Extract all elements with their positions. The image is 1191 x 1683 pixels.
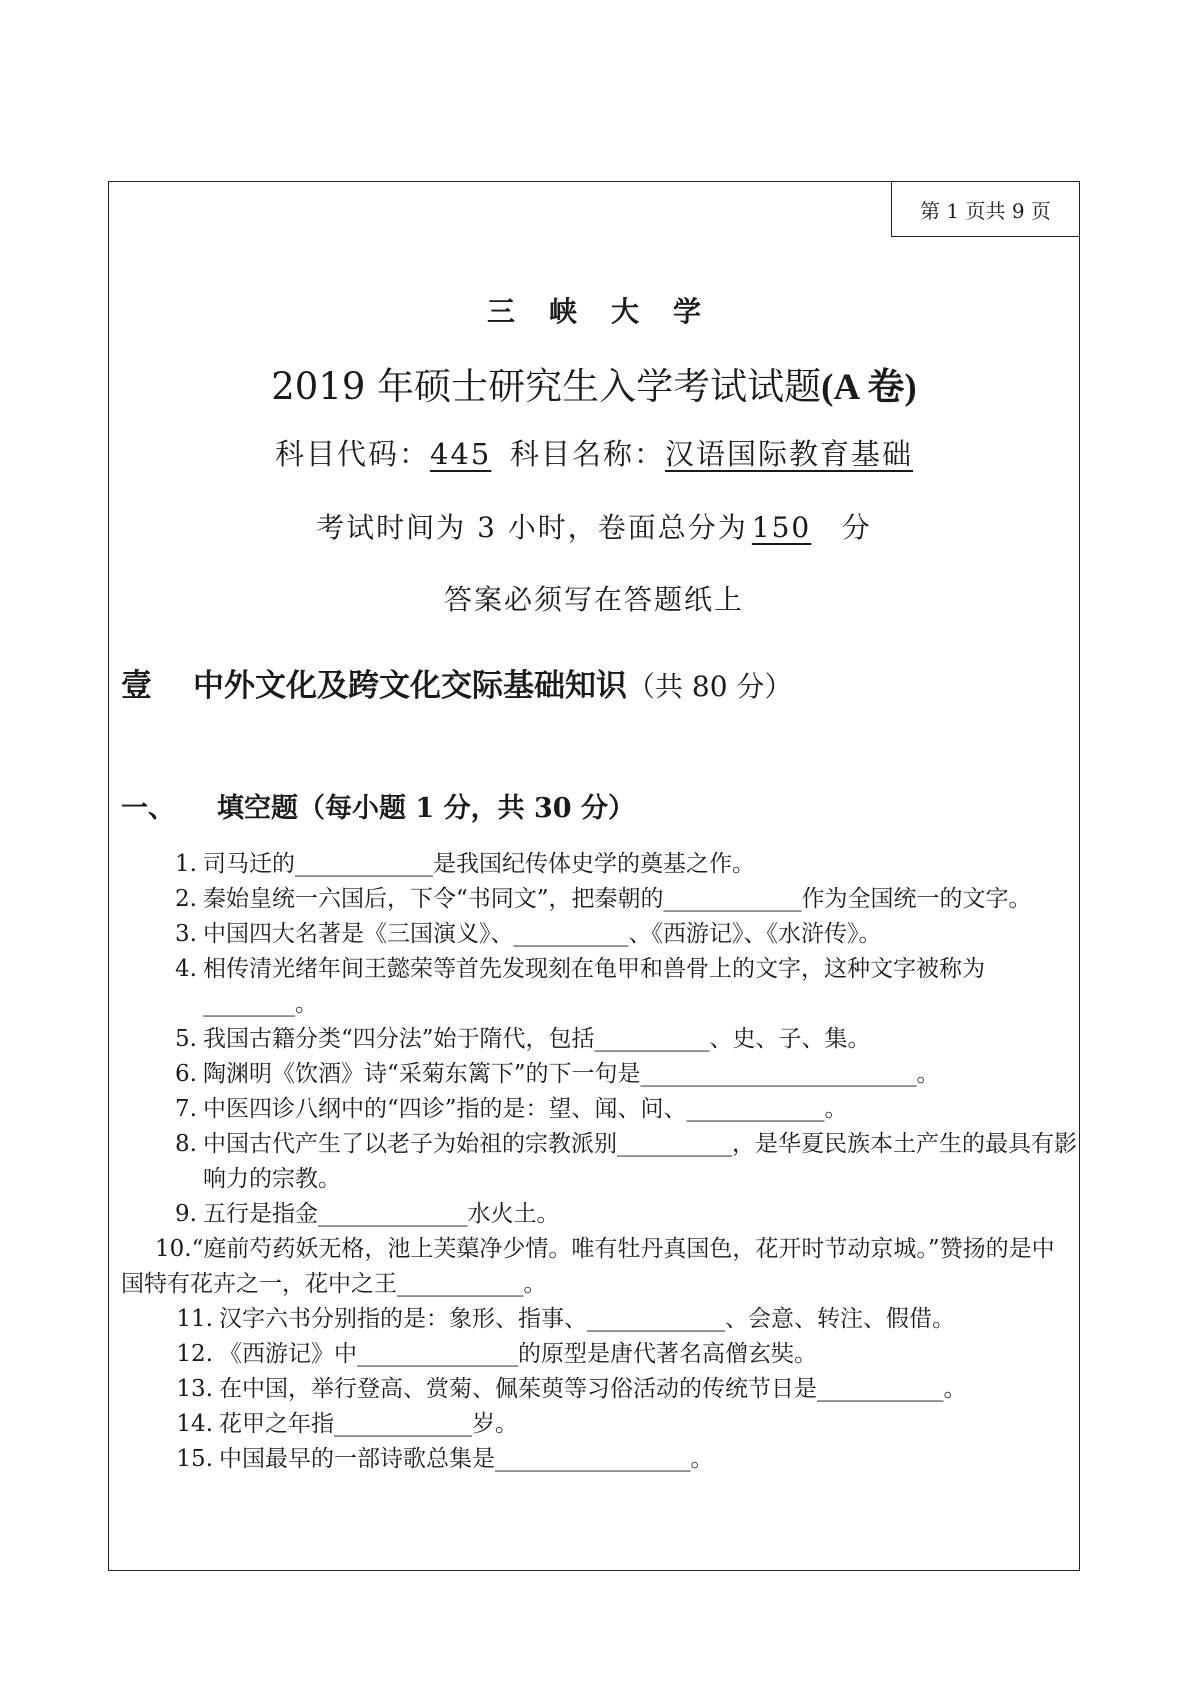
question-text: 相传清光绪年间王懿荣等首先发现刻在龟甲和兽骨上的文字，这种文字被称为________。 <box>203 956 985 1017</box>
question-number: 5. <box>175 1026 197 1052</box>
answer-note: 答案必须写在答题纸上 <box>443 583 744 616</box>
question-item <box>121 1057 1077 1092</box>
exam-frame <box>108 181 1080 1571</box>
page-indicator: 第 1 页共 9 页 <box>891 182 1079 237</box>
question-item <box>121 1232 1077 1302</box>
question-text: 中国古代产生了以老子为始祖的宗教派别__________，是华夏民族本土产生的最具有影响力的宗教。 <box>203 1131 1077 1192</box>
university-name: 三峡大学 <box>486 295 735 328</box>
question-text: 秦始皇统一六国后，下令“书同文”，把秦朝的____________作为全国统一的文字。 <box>203 886 1032 912</box>
section-number: 壹 <box>121 668 152 704</box>
question-number: 2. <box>175 886 197 912</box>
part-heading <box>121 786 635 825</box>
question-text: 陶渊明《饮酒》诗“采菊东篱下”的下一句是________________________。 <box>203 1061 940 1087</box>
question-item <box>121 1197 1077 1232</box>
section-score: （共 80 分） <box>627 670 793 703</box>
question-item <box>121 882 1077 917</box>
question-number: 14. <box>176 1411 213 1437</box>
question-number: 6. <box>175 1061 197 1087</box>
exam-time-line <box>109 506 1079 546</box>
question-text: 司马迁的____________是我国纪传体史学的奠基之作。 <box>203 851 755 877</box>
subject-name-label: 科目名称： <box>509 437 665 471</box>
subject-code: 445 <box>429 437 492 471</box>
question-number: 11. <box>176 1306 213 1332</box>
section-title: 中外文化及跨文化交际基础知识 <box>193 668 627 704</box>
question-text: “庭前芍药妖无格，池上芙蕖净少情。唯有牡丹真国色，花开时节动京城。”赞扬的是中国特有花卉之一，花中之王___________。 <box>121 1236 1055 1297</box>
question-number: 9. <box>175 1201 197 1227</box>
question-number: 12. <box>176 1341 213 1367</box>
question-text: 花甲之年指____________岁。 <box>219 1411 518 1437</box>
question-text: 在中国，举行登高、赏菊、佩茱萸等习俗活动的传统节日是___________。 <box>219 1376 967 1402</box>
question-text: 中医四诊八纲中的“四诊”指的是：望、闻、问、____________。 <box>203 1096 848 1122</box>
question-item <box>121 1372 1077 1407</box>
question-item <box>121 847 1077 882</box>
question-number: 13. <box>176 1376 213 1402</box>
question-list <box>121 847 1077 1477</box>
question-item <box>121 1407 1077 1442</box>
part-number: 一、 <box>121 793 175 824</box>
subject-code-label: 科目代码： <box>274 437 430 471</box>
question-number: 10. <box>155 1236 192 1262</box>
question-text: 五行是指金_____________水火土。 <box>203 1201 560 1227</box>
question-number: 4. <box>175 956 197 982</box>
exam-variant: (A 卷) <box>821 367 917 408</box>
question-text: 中国四大名著是《三国演义》、__________、《西游记》、《水浒传》。 <box>203 921 882 947</box>
question-item <box>121 917 1077 952</box>
question-item <box>121 1442 1077 1477</box>
section-heading <box>121 660 792 705</box>
question-text: 中国最早的一部诗歌总集是_________________。 <box>219 1446 714 1472</box>
time-suffix: 分 <box>841 511 872 544</box>
question-item <box>121 1022 1077 1057</box>
question-number: 7. <box>175 1096 197 1122</box>
question-item <box>121 952 1077 1022</box>
time-prefix: 考试时间为 3 小时，卷面总分为 <box>316 511 748 544</box>
subject-name: 汉语国际教育基础 <box>665 437 914 471</box>
question-item <box>121 1092 1077 1127</box>
question-text: 我国古籍分类“四分法”始于隋代，包括__________、史、子、集。 <box>203 1026 871 1052</box>
question-item <box>121 1337 1077 1372</box>
subject-line <box>109 432 1079 473</box>
question-text: 汉字六书分别指的是：象形、指事、____________、会意、转注、假借。 <box>219 1306 955 1332</box>
question-number: 1. <box>175 851 197 877</box>
exam-title-text: 2019 年硕士研究生入学考试试题 <box>271 365 822 408</box>
question-item <box>121 1302 1077 1337</box>
total-score: 150 <box>751 511 812 544</box>
question-number: 15. <box>176 1446 213 1472</box>
question-text: 《西游记》中______________的原型是唐代著名高僧玄奘。 <box>219 1341 817 1367</box>
part-title: 填空题（每小题 1 分，共 30 分） <box>217 793 635 824</box>
exam-title <box>109 356 1079 410</box>
question-item <box>121 1127 1077 1197</box>
question-number: 8. <box>175 1131 197 1157</box>
question-number: 3. <box>175 921 197 947</box>
